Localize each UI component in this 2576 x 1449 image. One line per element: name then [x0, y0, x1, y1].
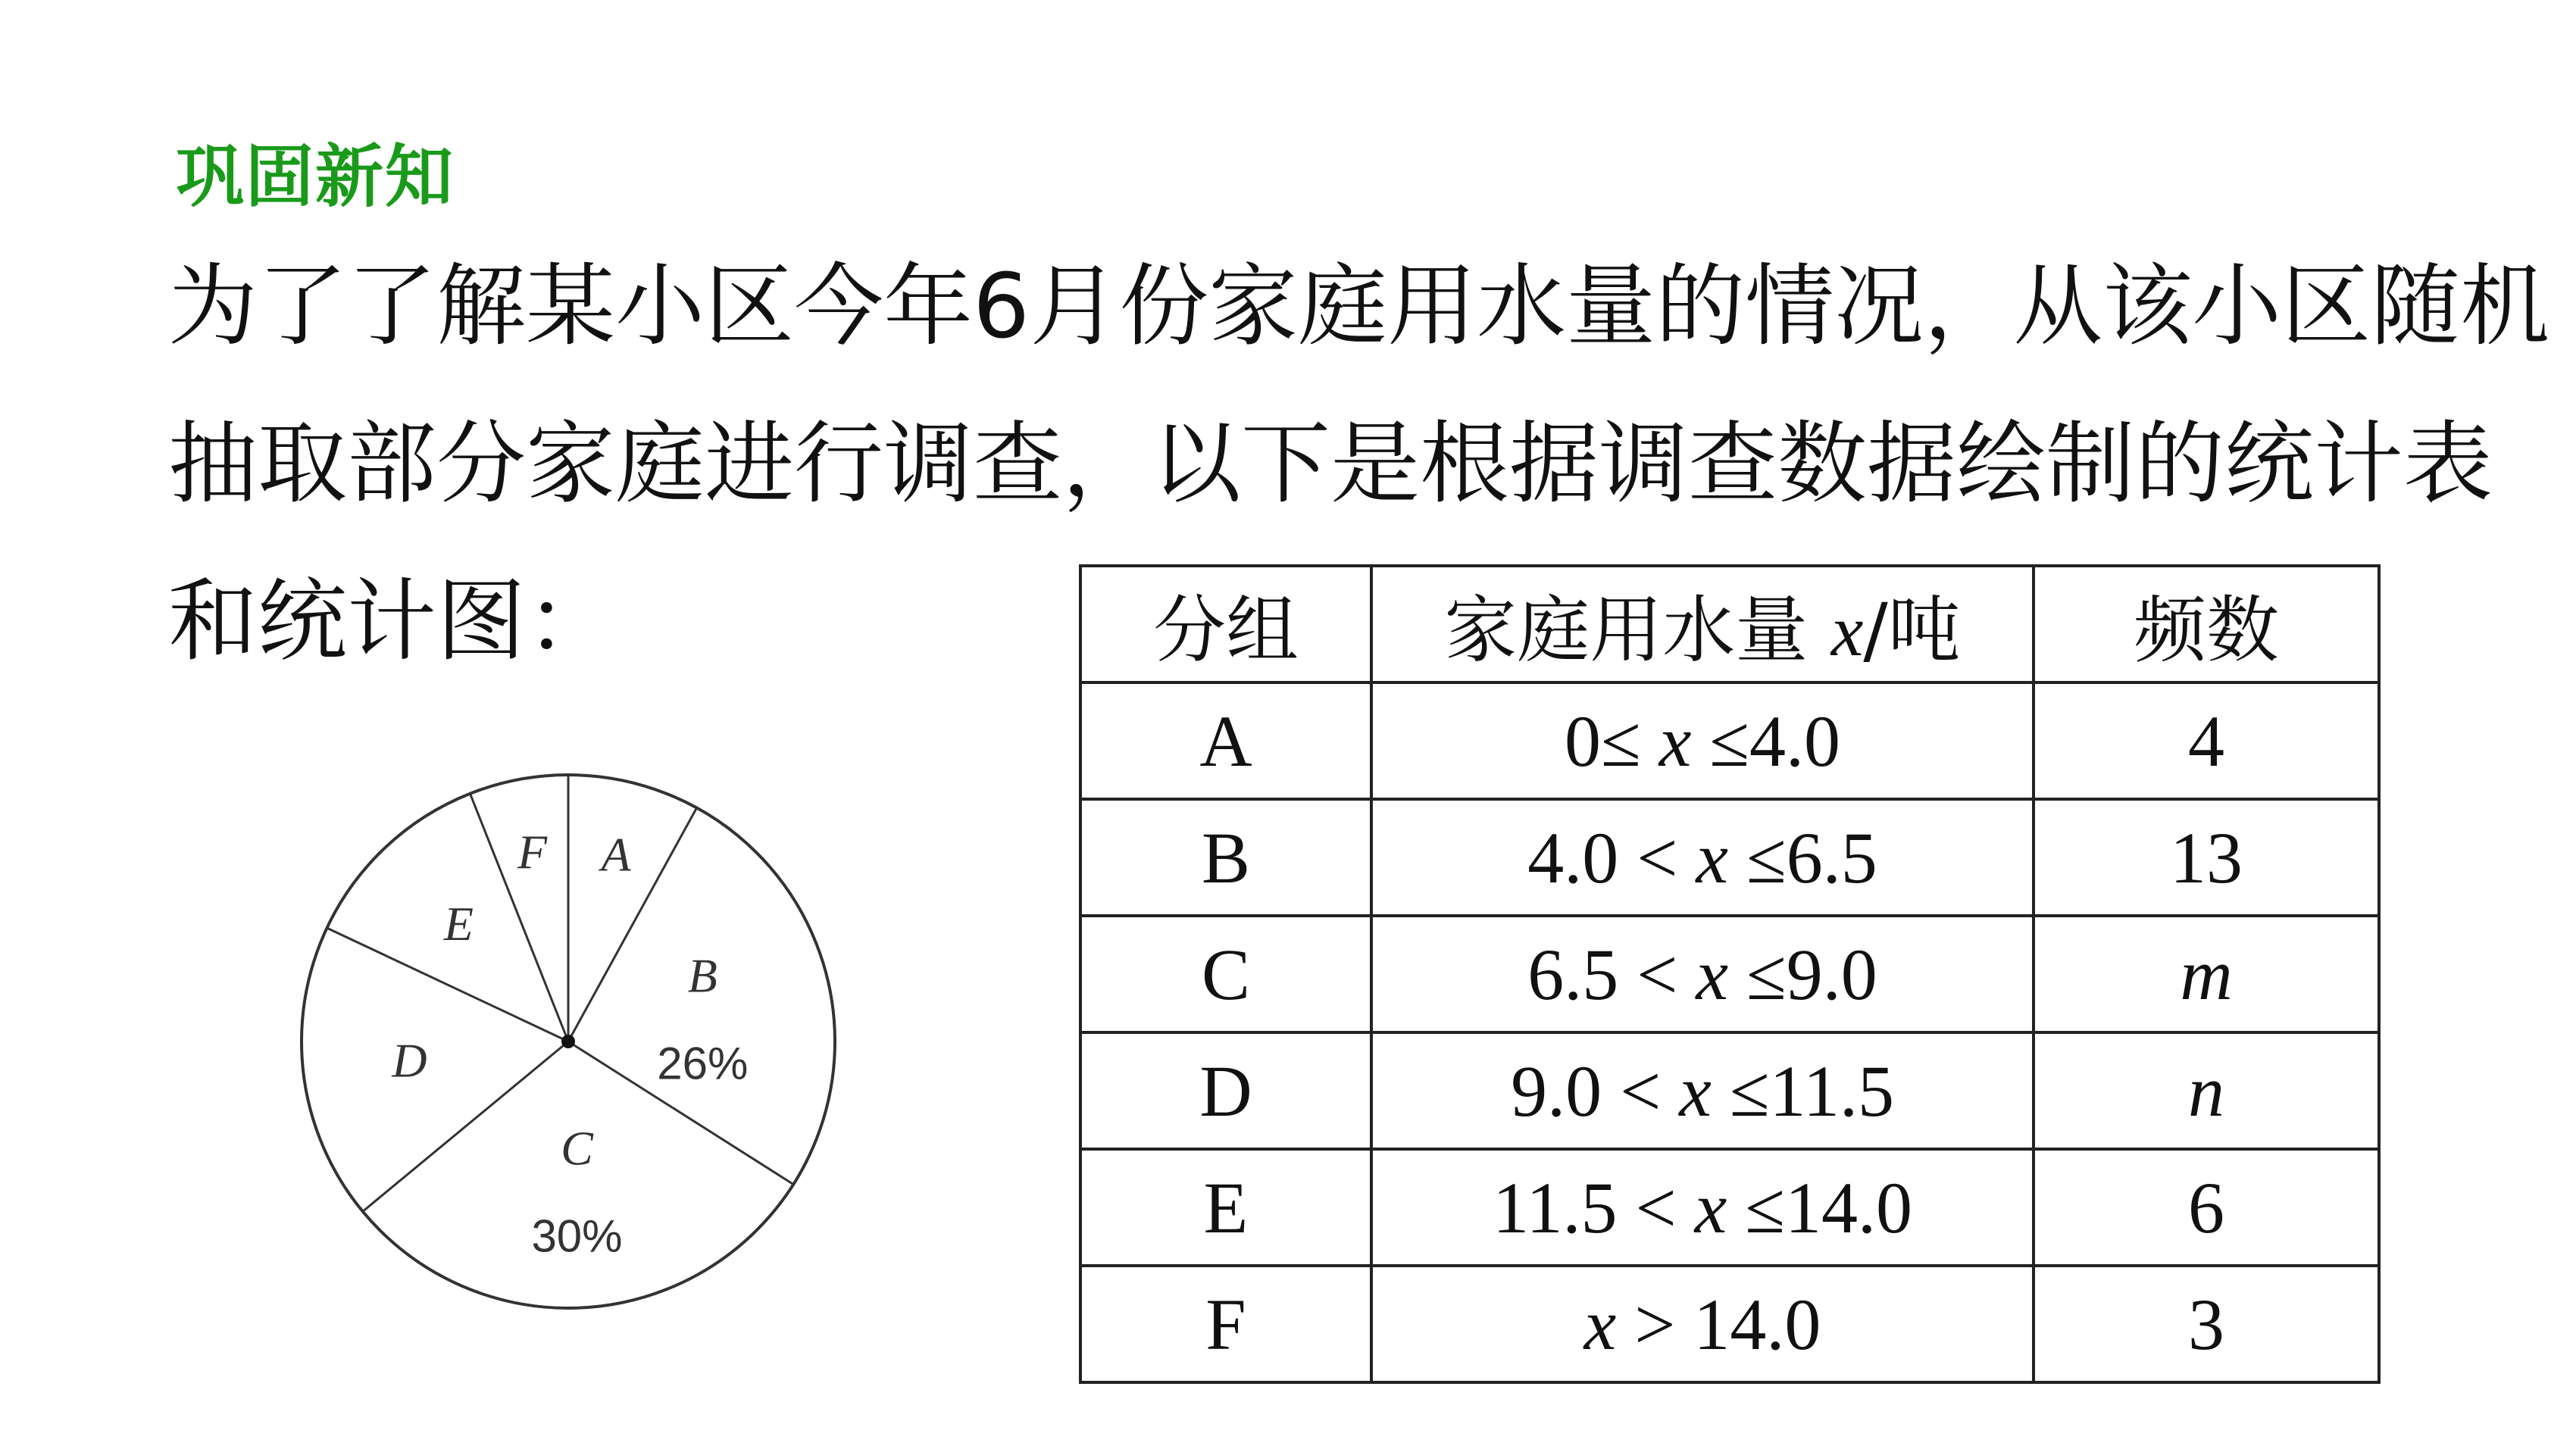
range-pre: 6.5 <: [1527, 933, 1696, 1015]
range-post: > 14.0: [1616, 1283, 1821, 1365]
range-post: ≤4.0: [1691, 700, 1840, 782]
cell-range: [1371, 1032, 2034, 1149]
header-usage-var: x: [1830, 589, 1864, 671]
range-var: x: [1583, 1283, 1617, 1365]
range-post: ≤11.5: [1711, 1050, 1894, 1132]
section-title: 巩固新知: [176, 137, 455, 217]
cell-range: [1371, 682, 2034, 799]
pie-label-c: C: [561, 1121, 593, 1176]
range-post: ≤6.5: [1728, 817, 1877, 898]
pie-percent-b: 26%: [657, 1038, 749, 1089]
cell-freq: 4: [2034, 682, 2379, 799]
range-pre: 4.0 <: [1527, 817, 1696, 898]
pie-label-b: B: [687, 948, 717, 1003]
range-pre: 11.5 <: [1493, 1166, 1695, 1248]
problem-line-3: 和统计图：: [168, 569, 616, 673]
table-row: [1080, 1266, 2379, 1382]
cell-range: [1371, 1149, 2034, 1266]
pie-chart: [280, 754, 856, 1329]
pie-label-f: F: [517, 825, 548, 879]
header-group: 分组: [1080, 566, 1371, 682]
pie-label-e: E: [443, 897, 474, 951]
table-row: [1080, 916, 2379, 1032]
cell-freq: 13: [2034, 799, 2379, 916]
header-usage: [1371, 566, 2034, 682]
cell-freq: 6: [2034, 1149, 2379, 1266]
pie-center-dot: [561, 1035, 575, 1048]
table-row: [1080, 1032, 2379, 1149]
cell-group: C: [1080, 916, 1371, 1032]
range-var: x: [1679, 1050, 1712, 1132]
cell-group: F: [1080, 1266, 1371, 1382]
problem-line-1: 为了了解某小区今年6月份家庭用水量的情况，从该小区随机: [168, 254, 2550, 358]
header-usage-suffix: /吨: [1863, 587, 1961, 673]
cell-freq: m: [2034, 916, 2379, 1032]
cell-group: A: [1080, 682, 1371, 799]
range-post: ≤9.0: [1728, 933, 1877, 1015]
range-pre: 9.0 <: [1511, 1050, 1680, 1132]
cell-range: [1371, 1266, 2034, 1382]
problem-line-2: 抽取部分家庭进行调查，以下是根据调查数据绘制的统计表: [168, 411, 2493, 516]
range-var: x: [1696, 933, 1729, 1015]
pie-percent-c: 30%: [531, 1210, 623, 1262]
cell-freq: n: [2034, 1032, 2379, 1149]
cell-range: [1371, 799, 2034, 916]
cell-range: [1371, 916, 2034, 1032]
range-var: x: [1658, 700, 1692, 782]
cell-group: E: [1080, 1149, 1371, 1266]
range-pre: 0≤: [1565, 700, 1659, 782]
header-usage-prefix: 家庭用水量: [1444, 587, 1831, 673]
range-var: x: [1694, 1166, 1727, 1248]
cell-freq: 3: [2034, 1266, 2379, 1382]
pie-label-a: A: [601, 827, 631, 882]
header-freq: 频数: [2034, 566, 2379, 682]
range-var: x: [1696, 817, 1729, 898]
statistics-table: [1079, 564, 2381, 1384]
table-row: [1080, 799, 2379, 916]
pie-label-d: D: [392, 1033, 427, 1088]
table-row: [1080, 1149, 2379, 1266]
cell-group: D: [1080, 1032, 1371, 1149]
range-post: ≤14.0: [1727, 1166, 1912, 1248]
cell-group: B: [1080, 799, 1371, 916]
table-row: [1080, 682, 2379, 799]
table-header-row: [1080, 566, 2379, 682]
